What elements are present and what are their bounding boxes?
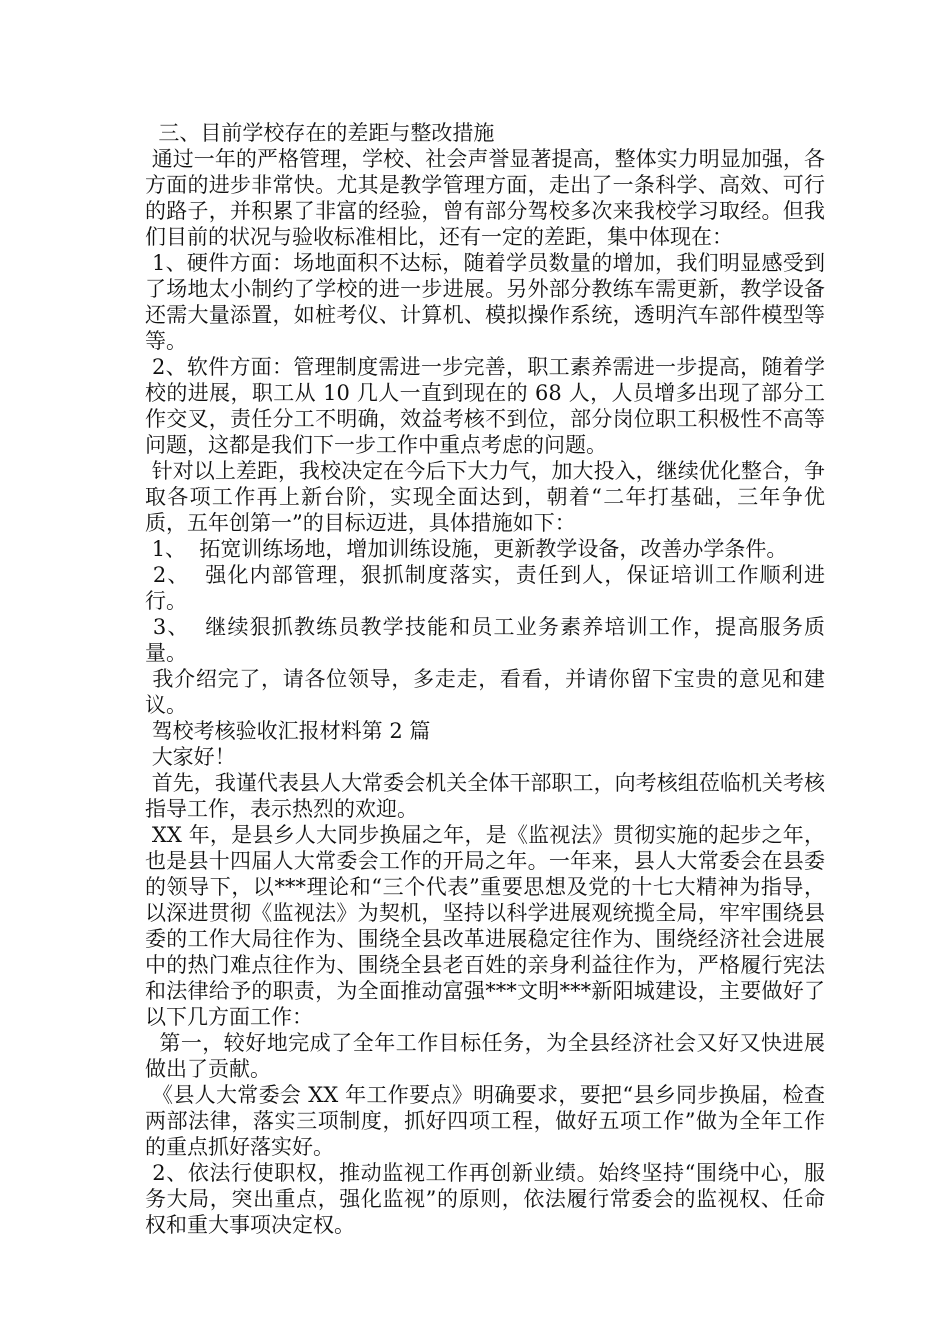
section-heading: 三、目前学校存在的差距与整改措施 (145, 121, 495, 145)
paragraph: 3、 继续狠抓教练员教学技能和员工业务素养培训工作，提高服务质量。 (145, 615, 825, 665)
paragraph: 2、软件方面：管理制度需进一步完善，职工素养需进一步提高，随着学校的进展，职工从 10 几人一直到现在的 68 人，人员增多出现了部分工作交叉，责任分工不明确，效益考核不到位，部分岗位职工积极性不高等问题，这都是我们下一步工作中重点考虑的问题。 (145, 355, 826, 457)
paragraph: 1、 拓宽训练场地，增加训练设施，更新教学设备，改善办学条件。 (145, 537, 788, 561)
paragraph: 2、依法行使职权，推动监视工作再创新业绩。始终坚持“围绕中心，服务大局，突出重点，强化监视”的原则，依法履行常委会的监视权、任命权和重大事项决定权。 (145, 1161, 825, 1237)
paragraph: 首先，我谨代表县人大常委会机关全体干部职工，向考核组莅临机关考核指导工作，表示热烈的欢迎。 (145, 771, 825, 821)
paragraph: 通过一年的严格管理，学校、社会声誉显著提高，整体实力明显加强，各方面的进步非常快。尤其是教学管理方面，走出了一条科学、高效、可行的路子，并积累了非富的经验，曾有部分驾校多次来我校学习取经。但我们目前的状况与验收标准相比，还有一定的差距，集中体现在： (145, 147, 825, 249)
paragraph: 针对以上差距，我校决定在今后下大力气，加大投入，继续优化整合，争取各项工作再上新台阶，实现全面达到，朝着“二年打基础，三年争优质，五年创第一”的目标迈进，具体措施如下： (145, 459, 825, 535)
paragraph: 1、硬件方面：场地面积不达标，随着学员数量的增加，我们明显感受到了场地太小制约了学校的进一步进展。另外部分教练车需更新，教学设备还需大量添置，如桩考仪、计算机、模拟操作系统，透明汽车部件模型等等。 (145, 251, 826, 353)
paragraph: 《县人大常委会 XX 年工作要点》明确要求，要把“县乡同步换届，检查两部法律，落实三项制度，抓好四项工程，做好五项工作”做为全年工作的重点抓好落实好。 (145, 1083, 825, 1159)
greeting: 大家好！ (145, 745, 236, 769)
section-title: 驾校考核验收汇报材料第 2 篇 (145, 719, 431, 743)
paragraph: 2、 强化内部管理，狠抓制度落实，责任到人，保证培训工作顺利进行。 (145, 563, 825, 613)
document-body (145, 120, 825, 1238)
paragraph: 我介绍完了，请各位领导，多走走，看看，并请你留下宝贵的意见和建议。 (145, 667, 825, 717)
paragraph: XX 年，是县乡人大同步换届之年，是《监视法》贯彻实施的起步之年，也是县十四届人大常委会工作的开局之年。一年来，县人大常委会在县委的领导下，以***理论和“三个代表”重要思想及党的十七大精神为指导，以深进贯彻《监视法》为契机，坚持以科学进展观统揽全局，牢牢围绕县委的工作大局往作为、围绕全县改革进展稳定往作为、围绕经济社会进展中的热门难点往作为、围绕全县老百姓的亲身利益往作为，严格履行宪法和法律给予的职责，为全面推动富强***文明***新阳城建设，主要做好了以下几方面工作： (145, 823, 825, 1029)
paragraph: 第一，较好地完成了全年工作目标任务，为全县经济社会又好又快进展做出了贡献。 (145, 1031, 825, 1081)
